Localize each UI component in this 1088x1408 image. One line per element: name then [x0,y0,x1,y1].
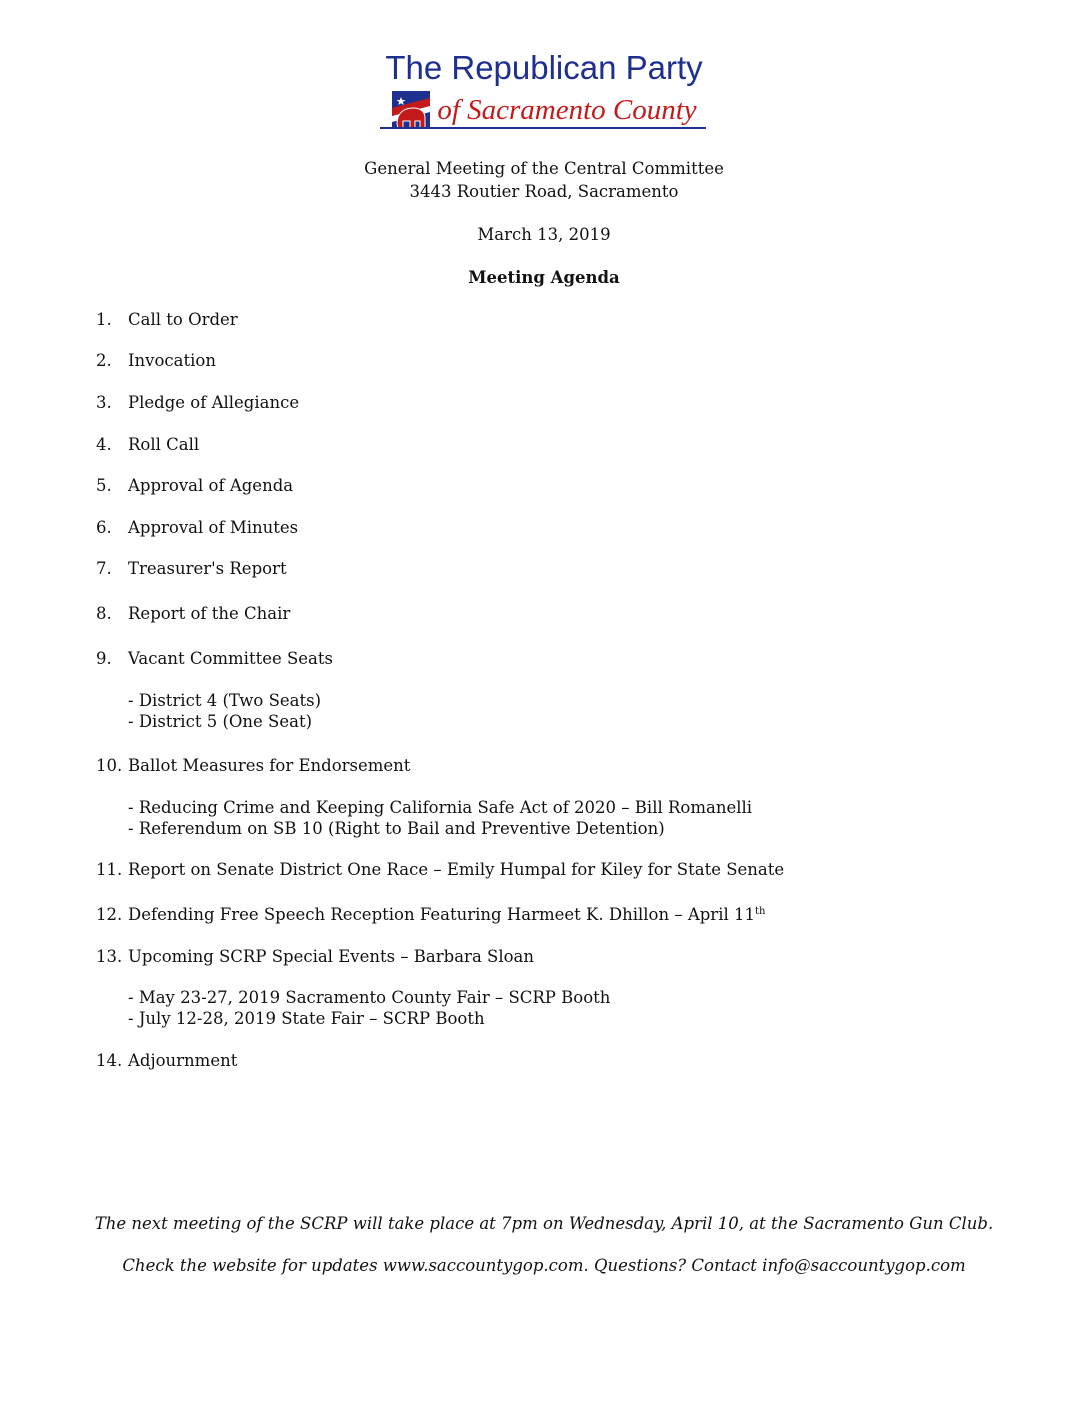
agenda-subitem: - Referendum on SB 10 (Right to Bail and Preventive Detention) [128,819,665,838]
agenda-item: 9. Vacant Committee Seats [96,649,333,668]
contact-note: Check the website for updates www.saccountygop.com. Questions? Contact info@saccountygop.com [122,1256,966,1275]
agenda-item: 13. Upcoming SCRP Special Events – Barbara Sloan [96,947,534,966]
agenda-item: 10. Ballot Measures for Endorsement [96,756,411,775]
meeting-date: March 13, 2019 [477,225,611,244]
elephant-logo-icon [391,90,431,130]
header-divider [380,127,706,129]
letterhead [0,48,1088,130]
agenda-item: 7. Treasurer's Report [96,559,287,578]
agenda-item: 4. Roll Call [96,435,200,454]
party-title: The Republican Party [385,49,703,86]
agenda-subitem: - District 5 (One Seat) [128,712,313,731]
agenda-item: 12. Defending Free Speech Reception Featuring Harmeet K. Dhillon – April 11th [96,905,766,924]
agenda-subitem: - May 23-27, 2019 Sacramento County Fair – SCRP Booth [128,988,611,1007]
ordinal-suffix: th [754,906,766,917]
agenda-item: 11. Report on Senate District One Race – Emily Humpal for Kiley for State Senate [96,860,785,879]
meeting-address: 3443 Routier Road, Sacramento [409,182,679,201]
agenda-item: 2. Invocation [96,351,216,370]
agenda-subitem: - District 4 (Two Seats) [128,691,322,710]
agenda-item: 5. Approval of Agenda [96,476,294,495]
subtitle-row [0,90,1088,130]
party-subtitle: of Sacramento County [437,93,697,126]
agenda-subitem: - July 12-28, 2019 State Fair – SCRP Booth [128,1009,485,1028]
meeting-name: General Meeting of the Central Committee [364,159,724,178]
agenda-heading: Meeting Agenda [468,268,620,287]
agenda-item: 1. Call to Order [96,310,238,329]
agenda-item: 6. Approval of Minutes [96,518,299,537]
agenda-item: 8. Report of the Chair [96,604,291,623]
agenda-item: 14. Adjournment [96,1051,238,1070]
agenda-subitem: - Reducing Crime and Keeping California Safe Act of 2020 – Bill Romanelli [128,798,753,817]
agenda-item: 3. Pledge of Allegiance [96,393,300,412]
next-meeting-note: The next meeting of the SCRP will take place at 7pm on Wednesday, April 10, at the Sacramento Gun Club. [94,1214,994,1233]
